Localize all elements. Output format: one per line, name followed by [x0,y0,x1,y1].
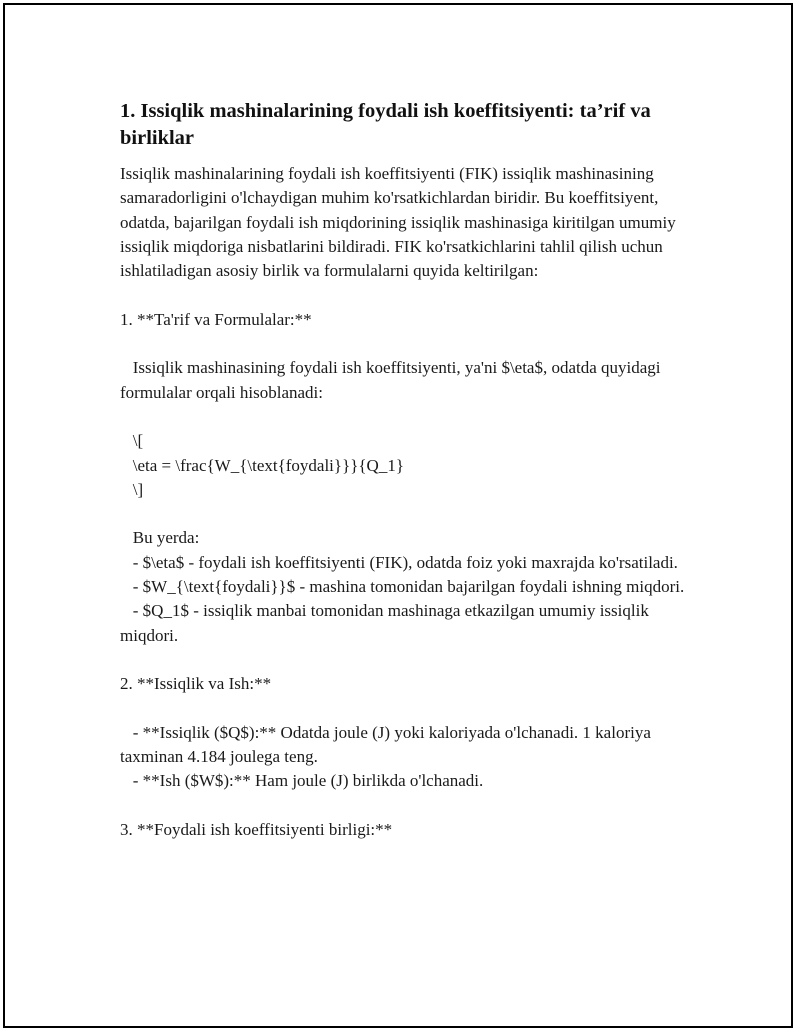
formula-line: \eta = \frac{W_{\text{foydali}}}{Q_1} [120,455,404,475]
where-label: Bu yerda: [120,528,200,548]
formula-close: \] [120,479,144,499]
list-item-eta: - $\eta$ - foydali ish koeffitsiyenti (FIK), odatda foiz yoki maxrajda ko'rsatiladi. [120,552,678,572]
section-1-title: 1. **Ta'rif va Formulalar:** [120,309,312,329]
intro-paragraph: Issiqlik mashinalarining foydali ish koeffitsiyenti (FIK) issiqlik mashinasining samaradorligini o'lchaydigan muhim ko'rsatkichlardan biridir. Bu koeffitsiyent, odatda, bajarilgan foydali ish miqdorining issiqlik mashinasiga kiritilgan umumiy issiqlik miqdoriga nisbatlarini bildiradi. FIK ko'rsatkichlarini tahlil qilish uchun ishlatiladigan asosiy birlik va formulalarni quyida keltirilgan: [120,164,680,281]
section-1-text: Issiqlik mashinasining foydali ish koeffitsiyenti, ya'ni $\eta$, odatda quyidagi formulalar orqali hisoblanadi: [120,358,665,402]
section-heading: 1. Issiqlik mashinalarining foydali ish koeffitsiyenti: ta’rif va birliklar [120,100,651,149]
list-item-heat: - **Issiqlik ($Q$):** Odatda joule (J) yoki kaloriyada o'lchanadi. 1 kaloriya taxminan 4.184 joulega teng. [120,722,656,767]
page-frame [3,3,793,1028]
document-body [120,98,700,842]
section-3-title: 3. **Foydali ish koeffitsiyenti birligi:** [120,820,393,840]
list-item-work: - **Ish ($W$):** Ham joule (J) birlikda o'lchanadi. [120,771,484,791]
formula-open: \[ [120,431,144,451]
list-item-w: - $W_{\text{foydali}}$ - mashina tomonidan bajarilgan foydali ishning miqdori. [120,577,685,597]
list-item-q1: - $Q_1$ - issiqlik manbai tomonidan mashinaga etkazilgan umumiy issiqlik miqdori. [120,601,654,645]
section-2-title: 2. **Issiqlik va Ish:** [120,674,272,694]
